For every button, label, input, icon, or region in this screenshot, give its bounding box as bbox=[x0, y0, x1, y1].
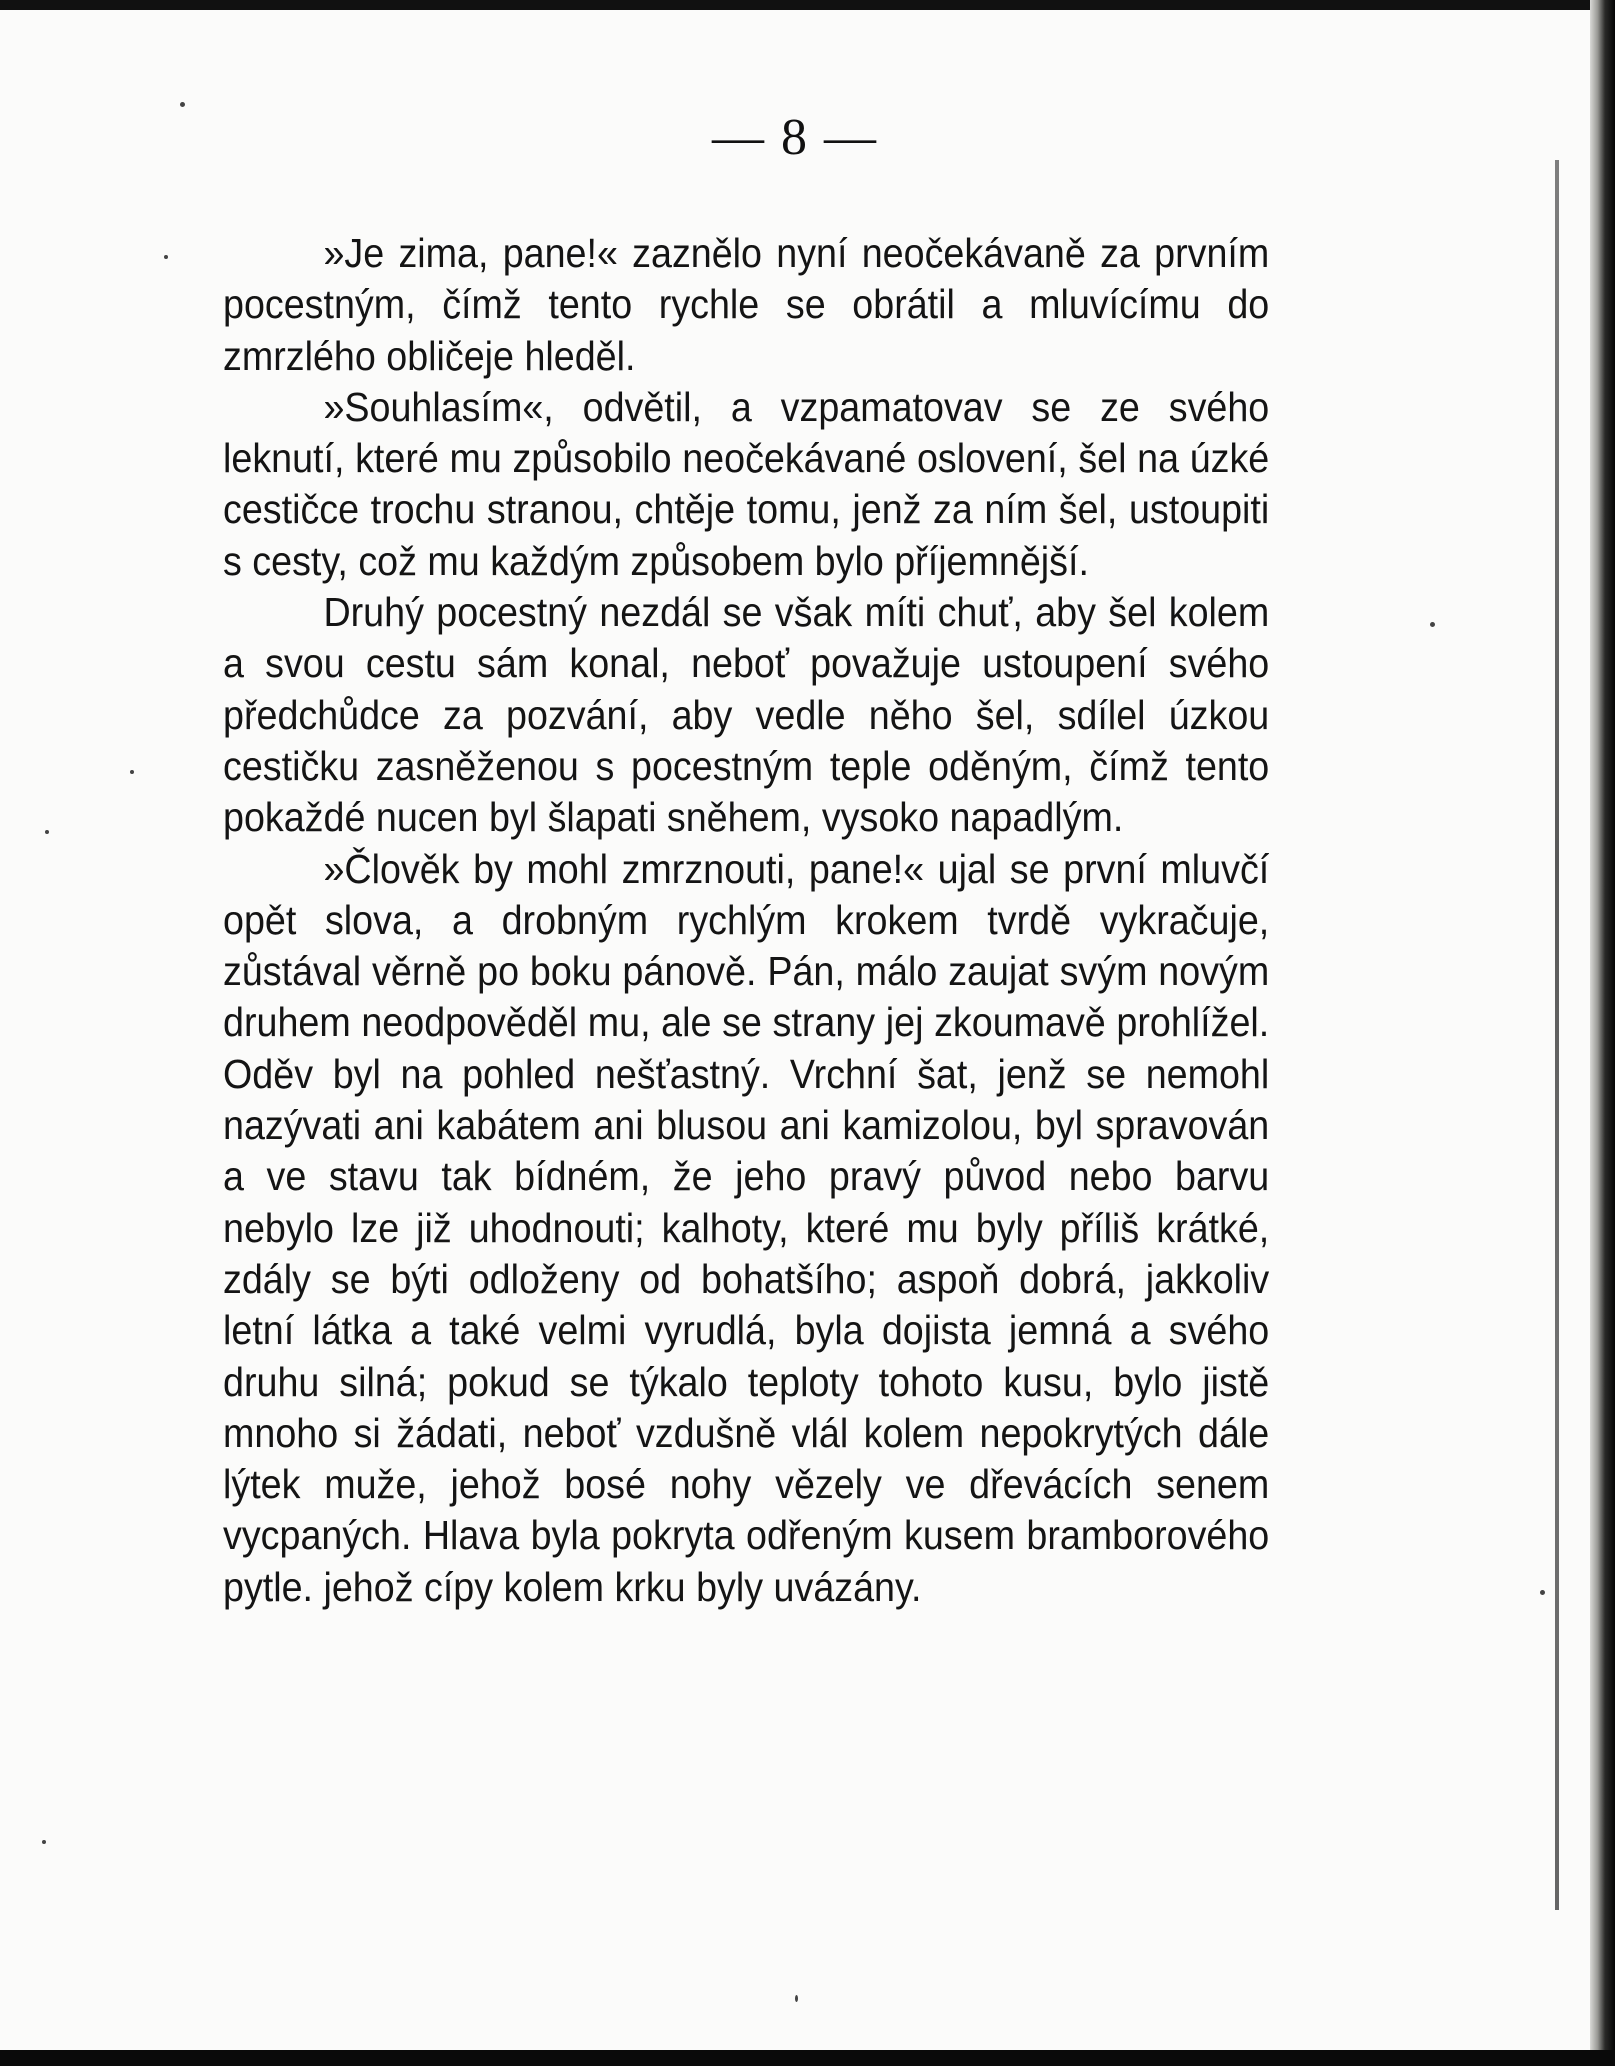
page-number: — 8 — bbox=[712, 109, 878, 166]
dust-speck bbox=[164, 255, 168, 259]
bottom-scan-edge bbox=[0, 2050, 1615, 2066]
dust-speck bbox=[130, 770, 134, 774]
dust-speck bbox=[795, 1995, 798, 2002]
page-spine-edge bbox=[1590, 0, 1615, 2066]
paragraph: Druhý pocestný nezdál se však míti chuť, aby šel kolem a svou cestu sám konal, neboť považuje ustoupení svého předchůdce za pozvání, aby vedle něho šel, sdílel úzkou cestičku zasněženou s pocestným teple oděným, čímž tento pokaždé nucen byl šlapati sněhem, vysoko napadlým. bbox=[223, 589, 1270, 841]
paragraph: »Souhlasím«, odvětil, a vzpamatovav se ze svého leknutí, které mu způsobilo neočekávané oslovení, šel na úzké cestičce trochu stranou, chtěje tomu, jenž za ním šel, ustoupiti s cesty, což mu každým způsobem bylo příjemnější. bbox=[223, 383, 1270, 584]
dust-speck bbox=[42, 1840, 46, 1844]
dust-speck bbox=[180, 102, 185, 107]
dust-speck bbox=[1430, 622, 1435, 627]
body-text bbox=[223, 228, 1269, 1613]
dust-speck bbox=[45, 830, 49, 834]
binding-shadow bbox=[1555, 160, 1559, 1910]
dust-speck bbox=[1540, 1590, 1545, 1595]
paragraph: »Je zima, pane!« zaznělo nyní neočekávaně za prvním pocestným, čímž tento rychle se obrátil a mluvícímu do zmrzlého obličeje hleděl. bbox=[223, 230, 1270, 379]
paragraph: »Člověk by mohl zmrznouti, pane!« ujal se první mluvčí opět slova, a drobným rychlým krokem tvrdě vykračuje, zůstával věrně po boku pánově. Pán, málo zaujat svým novým druhem neodpověděl mu, ale se strany jej zkoumavě prohlížel. Oděv byl na pohled nešťastný. Vrchní šat, jenž se nemohl nazývati ani kabátem ani blusou ani kamizolou, byl spravován a ve stavu tak bídném, že jeho pravý původ nebo barvu nebylo lze již uhodnouti; kalhoty, které mu byly příliš krátké, zdály se býti odloženy od bohatšího; aspoň dobrá, jakkoliv letní látka a také velmi vyrudlá, byla dojista jemná a svého druhu silná; pokud se týkalo teploty tohoto kusu, bylo jistě mnoho si žádati, neboť vzdušně vlál kolem nepokrytých dále lýtek muže, jehož bosé nohy vězely ve dřevácích senem vycpaných. Hlava byla pokryta odřeným kusem bramborového pytle. jehož cípy kolem krku byly uvázány. bbox=[223, 845, 1270, 1610]
